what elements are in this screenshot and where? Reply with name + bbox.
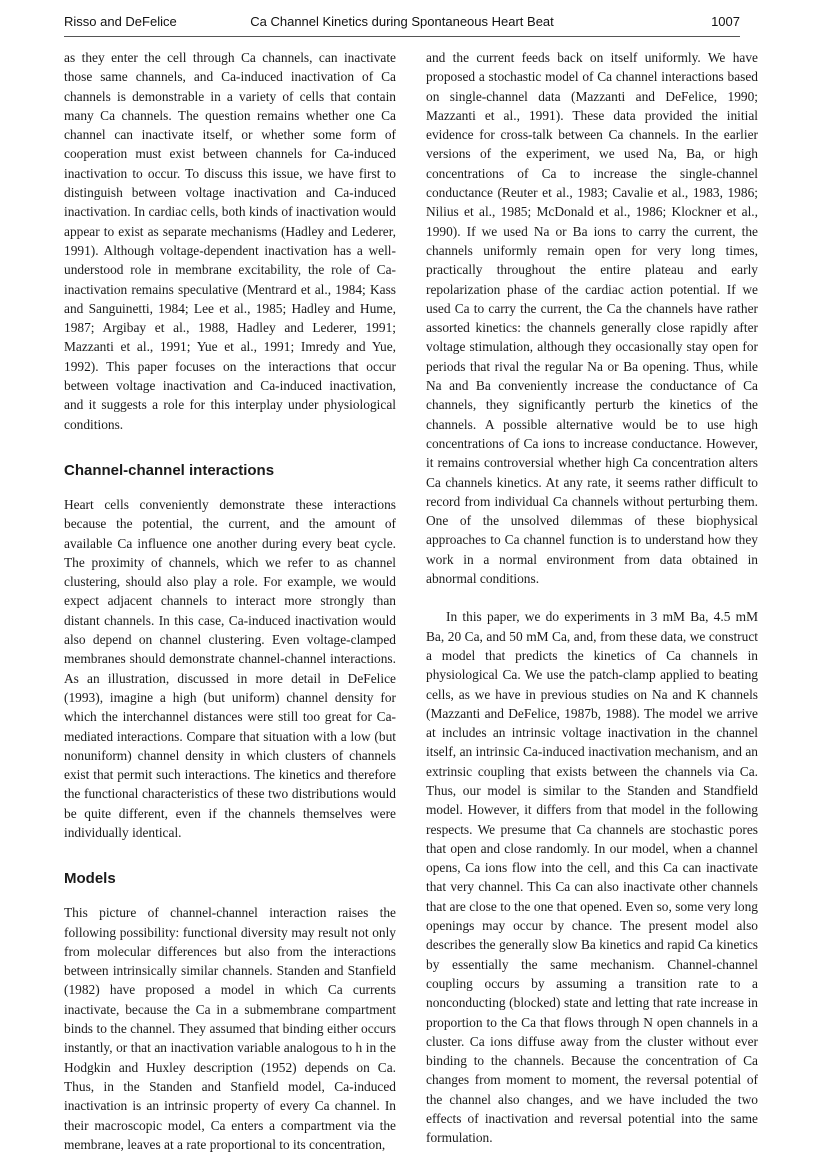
intro-paragraph: as they enter the cell through Ca channels, can inactivate those same channels, and Ca-induced inactivation of Ca channels is demonstrable in a variety of cells that contain many Ca channels. The question remains whether one Ca channel can inactivate itself, or whether some form of cooperation must exist between channels for Ca-induced inactivation to occur. To discuss this issue, we have first to distinguish between voltage inactivation and Ca-induced inactivation. In cardiac cells, both kinds of inactivation would appear to exist as separate mechanisms (Hadley and Lederer, 1991). Although voltage-dependent inactivation has a well-understood role in membrane excitability, the role of Ca-inactivation remains speculative (Mentrard et al., 1984; Kass and Sanguinetti, 1984; Lee et al., 1985; Hadley and Hume, 1987; Argibay et al., 1988, Hadley and Lederer, 1991; Mazzanti et al., 1991; Yue et al., 1991; Imredy and Yue, 1992). This paper focuses on the interactions that occur between voltage inactivation and Ca-induced inactivation, and it suggests a role for this interplay under physiological conditions. bbox=[64, 50, 396, 432]
right-column bbox=[426, 48, 758, 1148]
title-running-head: Ca Channel Kinetics during Spontaneous Heart Beat bbox=[250, 14, 554, 29]
paragraph-gap bbox=[426, 588, 758, 607]
section-heading-models: Models bbox=[64, 870, 116, 888]
running-head bbox=[64, 14, 740, 34]
right-paragraph-2: In this paper, we do experiments in 3 mM Ba, 4.5 mM Ba, 20 Ca, and 50 mM Ca, and, from these data, we construct a model that predicts the kinetics of Ca channels in physiological Ca. We use the patch-clamp applied to beating cells, as we have in previous studies on Na and K channels (Mazzanti and DeFelice, 1987b, 1988). The model we arrive at includes an intrinsic voltage inactivation in the channel itself, an intrinsic Ca-induced inactivation mechanism, and an extrinsic coupling that exists between the channels via Ca. Thus, our model is similar to the Standen and Standfield model. However, it differs from that model in the following respects. We presume that Ca channels are stochastic pores that open and close randomly. In our model, when a channel opens, Ca ions flow into the cell, and this Ca can inactivate that very channel. This Ca can also inactivate other channels that are close to the one that opened. Even so, some very long openings may occur by chance. The present model also describes the generally slow Ba kinetics and rapid Ca kinetics by essentially the same mechanism. Channel-channel coupling occurs by assuming a transition rate to a nonconducting (blocked) state and letting that rate increase in proportion to the Ca that flows through N open channels in a cluster. Ca ions diffuse away from the cluster without ever binding to the channels. Because the concentration of Ca changes from moment to moment, the reversal potential of the channel also changes, and we have included the two effects of inactivation and reversal potential into the same formulation. bbox=[426, 609, 758, 1146]
section-heading-channel-interactions: Channel-channel interactions bbox=[64, 461, 275, 479]
channel-interactions-paragraph: Heart cells conveniently demonstrate these interactions because the potential, the current, and the amount of available Ca influence one another during every beat cycle. The proximity of channels, which we refer to as channel clustering, should also play a role. For example, we would expect adjacent channels to interact more strongly than distant channels. In this case, Ca-induced inactivation would also depend on channel clustering. Even voltage-clamped membranes should demonstrate channel-channel interactions. As an illustration, discussed in more detail in DeFelice (1993), imagine a high (but uniform) channel density for which the interchannel distances were still too great for Ca-mediated interactions. Compare that situation with a low (but nonuniform) channel density in which clusters of channels exist that permit such interactions. The kinetics and therefore the functional characteristics of these two distributions would be quite different, even if the channels themselves were individually identical. bbox=[64, 496, 396, 840]
header-rule bbox=[64, 36, 740, 37]
right-paragraph-1: and the current feeds back on itself uniformly. We have proposed a stochastic model of Ca channel interactions based on single-channel data (Mazzanti and DeFelice, 1990; Mazzanti et al., 1991). These data provided the initial evidence for cross-talk between Ca channels. In the earlier versions of the experiment, we used Na, Ba, or high concentrations of Ca to increase the single-channel conductance (Reuter et al., 1983; Cavalie et al., 1983, 1986; Nilius et al., 1985; McDonald et al., 1986; Klockner et al., 1990). If we used Na or Ba ions to carry the current, the channels uniformly remain open for very long times, practically throughout the entire plateau and early repolarization phase of the cardiac action potential. If we used Ca to carry the current, the Ca the channels have rather assorted kinetics: the channels generally close rapidly after voltage stimulation, although they occasionally stay open for periods that rival the regular Na or Ba opening. Thus, while Na and Ba conveniently increase the conductance of Ca channels, they significantly perturb the kinetics of the channels. A possible alternative would be to use high concentrations of Ca ions to increase conductance. However, it remains controversial whether high Ca concentration alters Ca channels kinetics. At any rate, it seems rather difficult to record from individual Ca channels without perturbing them. One of the unsolved dilemmas of these biophysical approaches to Ca channel function is to understand how they work in a normal environment from data obtained in abnormal conditions. bbox=[426, 50, 758, 587]
page-number: 1007 bbox=[711, 14, 740, 29]
left-column bbox=[64, 48, 396, 1154]
author-running-head: Risso and DeFelice bbox=[64, 14, 177, 29]
models-paragraph: This picture of channel-channel interaction raises the following possibility: functional diversity may result not only from molecular differences but also from the interactions between intrinsically similar channels. Standen and Stanfield (1982) have proposed a model in which Ca currents inactivate, because the Ca in a submembrane compartment binds to the channel. They assumed that binding either occurs instantly, or that an inactivation variable analogous to h in the Hodgkin and Huxley description (1952) depends on Ca. Thus, in the Standen and Stanfield model, Ca-induced inactivation is an intrinsic property of every Ca channel. In their macroscopic model, Ca enters a compartment via the membrane, leaves at a rate proportional to its concentration, bbox=[64, 905, 396, 1152]
